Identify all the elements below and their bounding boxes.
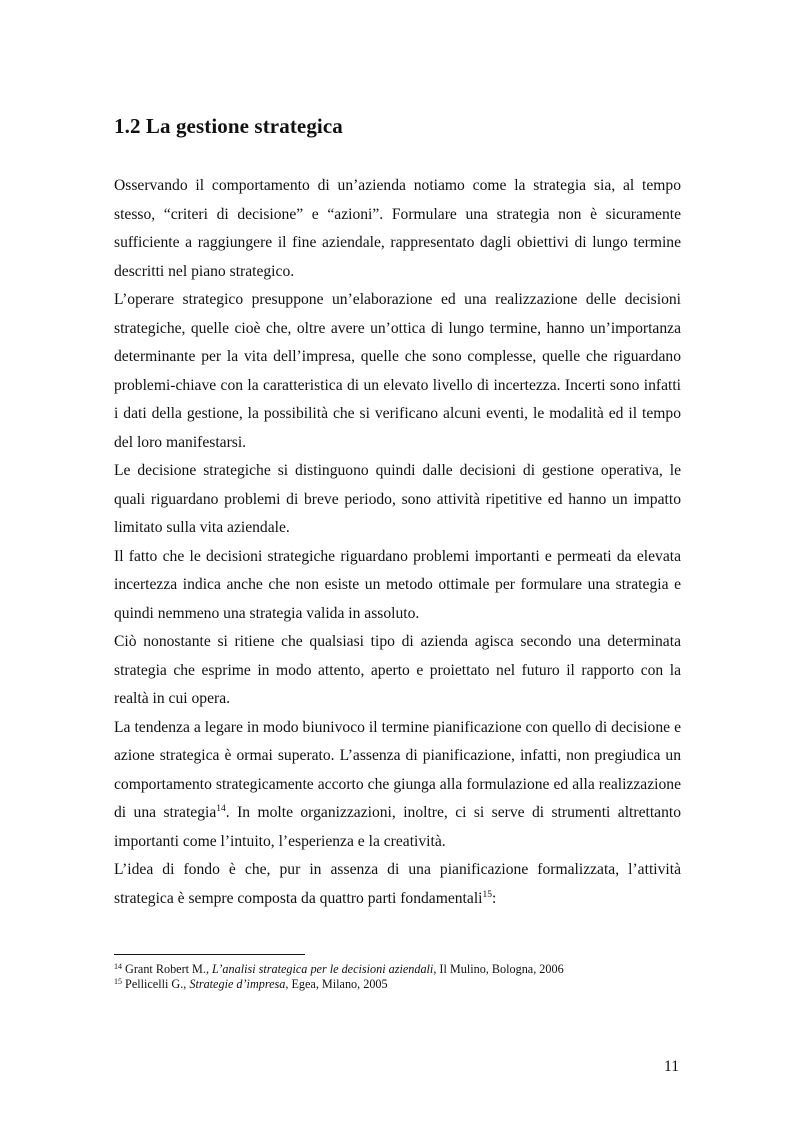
paragraph xyxy=(114,286,681,457)
footnote-separator xyxy=(114,954,305,955)
paragraph-text: L’operare strategico presuppone un’elaborazione ed una realizzazione delle decisioni strategiche, quelle cioè che, oltre avere un’ottica di lungo termine, hanno un’importanza determinante per la vita dell’impresa, quelle che sono complesse, quelle che riguardano problemi-chiave con la caratteristica di un elevato livello di incertezza. Incerti sono infatti i dati della gestione, la possibilità che si verificano alcuni eventi, le modalità ed il tempo del loro manifestarsi. xyxy=(114,291,681,451)
footnote-publisher: , Il Mulino, Bologna, 2006 xyxy=(433,962,564,976)
paragraph xyxy=(114,172,681,286)
paragraph xyxy=(114,856,681,913)
paragraph xyxy=(114,628,681,714)
footnote-title: L’analisi strategica per le decisioni aziendali xyxy=(212,962,434,976)
footnote xyxy=(114,962,684,977)
paragraph-text: La tendenza a legare in modo biunivoco il termine pianificazione con quello di decisione e azione strategica è ormai superato. L’assenza di pianificazione, infatti, non pregiudica un comportamento strategicamente accorto che giunga alla formulazione ed alla realizzazione di una strategia xyxy=(114,718,681,821)
footnote xyxy=(114,977,684,992)
paragraph-text: Ciò nonostante si ritiene che qualsiasi tipo di azienda agisca secondo una determinata strategia che esprime in modo attento, aperto e proiettato nel futuro il rapporto con la realtà in cui opera. xyxy=(114,633,681,707)
paragraph xyxy=(114,457,681,543)
paragraph xyxy=(114,714,681,857)
paragraph-text: . In molte organizzazioni, inoltre, ci si serve di strumenti altrettanto importanti come l’intuito, l’esperienza e la creatività. xyxy=(114,804,682,850)
paragraph-text: L’idea di fondo è che, pur in assenza di una pianificazione formalizzata, l’attività strategica è sempre composta da quattro parti fondamentali xyxy=(114,861,681,907)
footnote-title: Strategie d’impresa xyxy=(189,977,286,991)
footnote-reference: 15 xyxy=(482,889,492,900)
footnote-reference: 14 xyxy=(216,804,226,814)
footnote-publisher: , Egea, Milano, 2005 xyxy=(285,977,388,991)
footnote-author: Grant Robert M., xyxy=(122,962,213,976)
paragraph-text: : xyxy=(491,889,497,907)
paragraph-text: Osservando il comportamento di un’azienda notiamo come la strategia sia, al tempo stesso, “criteri di decisione” e “azioni”. Formulare una strategia non è sicuramente sufficiente a raggiungere il fine aziendale, rappresentato dagli obiettivi di lungo termine descritti nel piano strategico. xyxy=(114,177,681,280)
footnotes xyxy=(114,962,684,992)
footnote-number: 15 xyxy=(114,977,122,986)
footnote-author: Pellicelli G., xyxy=(122,977,190,991)
body-text xyxy=(114,172,681,913)
footnote-number: 14 xyxy=(114,962,122,971)
paragraph xyxy=(114,543,681,629)
page-number: 11 xyxy=(664,1058,680,1075)
paragraph-text: Il fatto che le decisioni strategiche riguardano problemi importanti e permeati da elevata incertezza indica anche che non esiste un metodo ottimale per formulare una strategia e quindi nemmeno una strategia valida in assoluto. xyxy=(114,547,681,622)
paragraph-text: Le decisione strategiche si distinguono quindi dalle decisioni di gestione operativa, le quali riguardano problemi di breve periodo, sono attività ripetitive ed hanno un impatto limitato sulla vita aziendale. xyxy=(114,462,681,536)
section-heading: 1.2 La gestione strategica xyxy=(114,114,343,138)
